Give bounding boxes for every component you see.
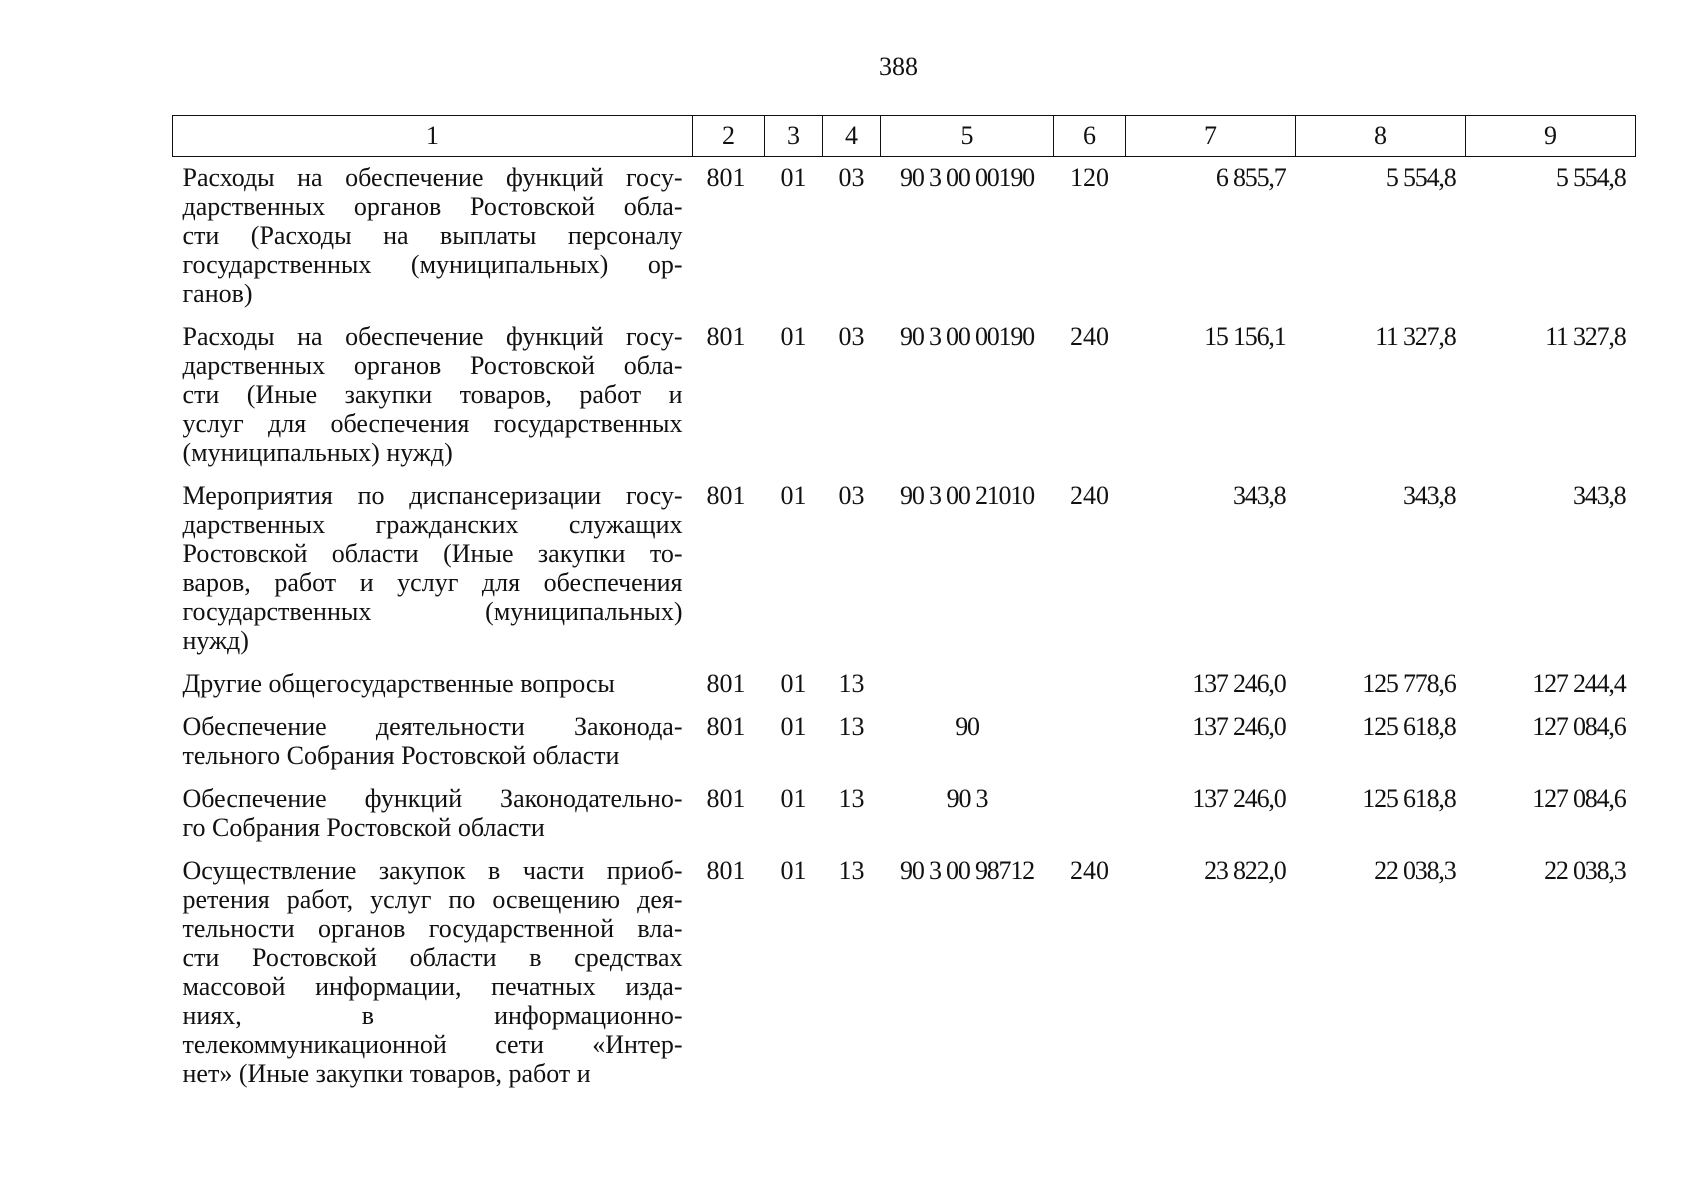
description-line: тельности органов государственной вла- xyxy=(182,914,683,943)
cell-rz: 01 xyxy=(780,712,807,741)
table-row xyxy=(173,475,1636,663)
cell-gr: 801 xyxy=(706,712,746,741)
cell-rz: 01 xyxy=(780,856,807,885)
description-line: услуг для обеспечения государственных xyxy=(182,409,683,438)
header-col-4: 4 xyxy=(823,116,881,157)
description-line: го Собрания Ростовской области xyxy=(182,813,545,842)
cell-pr: 03 xyxy=(838,322,865,351)
cell-sum-8: 5 554,8 xyxy=(1385,163,1456,192)
header-col-2: 2 xyxy=(693,116,765,157)
cell-sum-8: 22 038,3 xyxy=(1374,856,1456,885)
cell-pr: 03 xyxy=(838,163,865,192)
cell-sum-8: 125 618,8 xyxy=(1362,784,1456,813)
description-line: (муниципальных) нужд) xyxy=(182,438,453,467)
cell-sum-8: 125 778,6 xyxy=(1362,669,1456,698)
description-line: Ростовской области (Иные закупки то- xyxy=(182,539,683,568)
header-col-7: 7 xyxy=(1126,116,1296,157)
header-col-1: 1 xyxy=(173,116,693,157)
cell-sum-8: 125 618,8 xyxy=(1362,712,1456,741)
cell-vr: 120 xyxy=(1070,163,1109,192)
cell-description xyxy=(173,663,693,706)
description-line: Другие общегосударственные вопросы xyxy=(182,669,615,698)
cell-description xyxy=(173,850,693,1096)
cell-vr: 240 xyxy=(1070,322,1109,351)
description-line: ретения работ, услуг по освещению дея- xyxy=(182,885,683,914)
page-number: 388 xyxy=(879,52,918,81)
cell-sum-7: 6 855,7 xyxy=(1215,163,1286,192)
cell-rz: 01 xyxy=(780,163,807,192)
cell-pr: 03 xyxy=(838,481,865,510)
description-line: варов, работ и услуг для обеспечения xyxy=(182,568,683,597)
description-line: нужд) xyxy=(182,626,249,655)
table-header xyxy=(173,116,1636,157)
cell-rz: 01 xyxy=(780,784,807,813)
cell-vr xyxy=(1054,663,1126,706)
cell-description xyxy=(173,706,693,778)
table-row xyxy=(173,316,1636,475)
cell-gr: 801 xyxy=(706,481,746,510)
description-line: дарственных гражданских служащих xyxy=(182,510,683,539)
header-row xyxy=(173,116,1636,157)
cell-description xyxy=(173,157,693,317)
cell-sum-7: 137 246,0 xyxy=(1192,784,1286,813)
table-row xyxy=(173,778,1636,850)
description-line: Обеспечение деятельности Законода- xyxy=(182,712,683,741)
header-col-8: 8 xyxy=(1296,116,1466,157)
description-line: государственных (муниципальных) ор- xyxy=(182,250,683,279)
table-row xyxy=(173,663,1636,706)
cell-vr: 240 xyxy=(1070,856,1109,885)
cell-csr: 90 3 00 98712 xyxy=(900,856,1034,885)
cell-vr: 240 xyxy=(1070,481,1109,510)
description-line: ганов) xyxy=(182,279,253,308)
description-line: сти Ростовской области в средствах xyxy=(182,943,683,972)
cell-sum-7: 137 246,0 xyxy=(1192,712,1286,741)
cell-csr: 90 xyxy=(955,712,979,741)
cell-csr: 90 3 00 21010 xyxy=(900,481,1034,510)
description-line: массовой информации, печатных изда- xyxy=(182,972,683,1001)
description-line: государственных (муниципальных) xyxy=(182,597,683,626)
cell-pr: 13 xyxy=(838,856,865,885)
cell-sum-9: 343,8 xyxy=(1572,481,1626,510)
header-col-5: 5 xyxy=(881,116,1054,157)
cell-sum-8: 11 327,8 xyxy=(1375,322,1456,351)
description-line: Мероприятия по диспансеризации госу- xyxy=(182,481,683,510)
cell-rz: 01 xyxy=(780,481,807,510)
cell-sum-9: 127 244,4 xyxy=(1532,669,1626,698)
description-line: Расходы на обеспечение функций госу- xyxy=(182,322,683,351)
budget-table xyxy=(172,115,1636,1096)
cell-gr: 801 xyxy=(706,163,746,192)
description-line: ниях, в информационно- xyxy=(182,1001,683,1030)
table-row xyxy=(173,850,1636,1096)
cell-sum-7: 23 822,0 xyxy=(1204,856,1286,885)
cell-gr: 801 xyxy=(706,856,746,885)
description-line: дарственных органов Ростовской обла- xyxy=(182,192,683,221)
cell-pr: 13 xyxy=(838,712,865,741)
cell-csr: 90 3 xyxy=(946,784,988,813)
cell-vr xyxy=(1054,706,1126,778)
cell-sum-7: 343,8 xyxy=(1232,481,1286,510)
cell-rz: 01 xyxy=(780,669,807,698)
table-row xyxy=(173,157,1636,317)
description-line: сти (Иные закупки товаров, работ и xyxy=(182,380,683,409)
cell-rz: 01 xyxy=(780,322,807,351)
header-col-9: 9 xyxy=(1466,116,1636,157)
cell-gr: 801 xyxy=(706,669,746,698)
header-col-6: 6 xyxy=(1054,116,1126,157)
cell-pr: 13 xyxy=(838,784,865,813)
description-line: тельного Собрания Ростовской области xyxy=(182,741,620,770)
cell-gr: 801 xyxy=(706,322,746,351)
cell-gr: 801 xyxy=(706,784,746,813)
cell-vr xyxy=(1054,778,1126,850)
cell-sum-7: 137 246,0 xyxy=(1192,669,1286,698)
cell-sum-7: 15 156,1 xyxy=(1204,322,1286,351)
cell-description xyxy=(173,778,693,850)
description-line: сти (Расходы на выплаты персоналу xyxy=(182,221,683,250)
cell-pr: 13 xyxy=(838,669,865,698)
table-row xyxy=(173,706,1636,778)
description-line: Расходы на обеспечение функций госу- xyxy=(182,163,683,192)
description-line: Обеспечение функций Законодательно- xyxy=(182,784,683,813)
cell-description xyxy=(173,475,693,663)
cell-sum-9: 22 038,3 xyxy=(1544,856,1626,885)
description-line: дарственных органов Ростовской обла- xyxy=(182,351,683,380)
header-col-3: 3 xyxy=(765,116,823,157)
cell-csr: 90 3 00 00190 xyxy=(900,322,1034,351)
cell-sum-9: 127 084,6 xyxy=(1532,784,1626,813)
cell-csr: 90 3 00 00190 xyxy=(900,163,1034,192)
cell-sum-9: 127 084,6 xyxy=(1532,712,1626,741)
description-line: нет» (Иные закупки товаров, работ и xyxy=(182,1059,591,1088)
cell-sum-9: 11 327,8 xyxy=(1545,322,1626,351)
cell-sum-9: 5 554,8 xyxy=(1555,163,1626,192)
cell-csr xyxy=(881,663,1054,706)
cell-sum-8: 343,8 xyxy=(1402,481,1456,510)
description-line: Осуществление закупок в части приоб- xyxy=(182,856,683,885)
cell-description xyxy=(173,316,693,475)
table-body xyxy=(173,157,1636,1097)
description-line: телекоммуникационной сети «Интер- xyxy=(182,1030,683,1059)
